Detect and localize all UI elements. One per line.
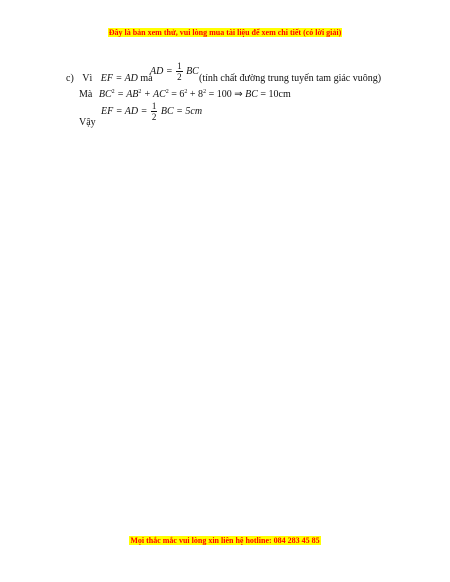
ab-squared: = $AB^2$ — [117, 89, 142, 100]
bc-five-cm: BC = 5cm — [160, 105, 203, 117]
ad-lhs: AD = — [150, 65, 173, 77]
eight-squared: + $8^2$ — [189, 89, 207, 100]
vay-label: Vậy — [79, 117, 96, 128]
ef-equals-ad: EF = AD — [100, 73, 138, 84]
six-squared: = $6^2$ — [171, 89, 188, 100]
preview-banner-text: Đây là bản xem thử, vui lòng mua tài liệu để xem chi tiết (có lời giải) — [108, 28, 342, 37]
bc-term: BC — [186, 65, 199, 77]
fraction-numerator: 1 — [177, 61, 182, 71]
part-c-line — [66, 73, 153, 84]
part-c-label: c) — [66, 73, 74, 84]
vi-word: Vì — [82, 73, 93, 84]
bc-result-term: BC — [245, 89, 258, 100]
hotline-banner-text: Mọi thắc mắc vui lòng xin liên hệ hotline: 084 283 45 85 — [130, 536, 320, 545]
fraction-denominator: 2 — [177, 72, 182, 82]
pythagoras-line — [79, 89, 291, 100]
hundred-implies: = 100 ⇒ — [208, 89, 243, 100]
ma-label: Mà — [79, 89, 93, 100]
property-note: (tính chất đường trung tuyến tam giác vuông) — [199, 73, 382, 84]
ac-squared: + $AC^2$ — [143, 89, 169, 100]
conclusion-formula — [101, 101, 202, 122]
half-fraction — [176, 61, 183, 82]
ma-word: mà — [140, 73, 153, 84]
bc-result-value: = 10cm — [260, 89, 291, 100]
half-fraction-conclusion — [151, 101, 158, 122]
ad-half-bc-formula — [150, 61, 199, 82]
hotline-banner — [0, 536, 450, 545]
bc-squared: $BC^2$ — [98, 89, 115, 100]
fraction-denominator: 2 — [151, 112, 157, 122]
ef-ad-lhs: EF = AD = — [101, 105, 148, 117]
preview-banner — [0, 28, 450, 37]
fraction-numerator: 1 — [151, 101, 157, 111]
